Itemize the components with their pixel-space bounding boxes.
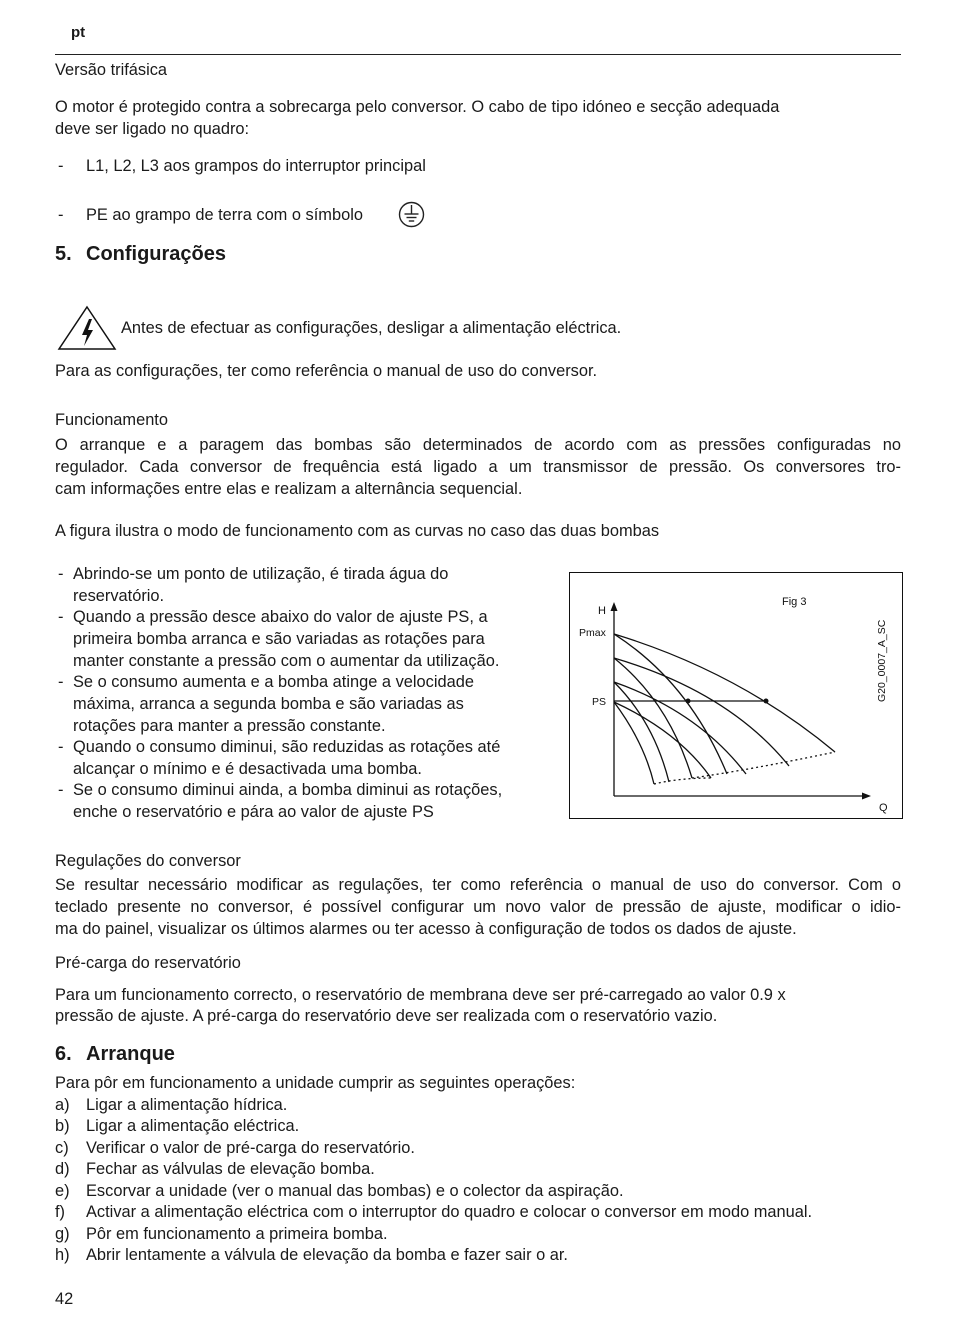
step-c: Verificar o valor de pré-carga do reservatório. [86, 1139, 415, 1157]
figure-code: G20_0007_A_SC [875, 619, 888, 702]
operation-para-line-3: cam informações entre elas e realizam a alternância sequencial. [55, 480, 523, 498]
bullet-4-line-2: alcançar o mínimo e é desactivada uma bomba. [73, 760, 422, 778]
threephase-para-line-1: O motor é protegido contra a sobrecarga pelo conversor. O cabo de tipo idóneo e secção adequada [55, 98, 780, 116]
bullet-3-line-1: Se o consumo aumenta e a bomba atinge a velocidade [73, 673, 474, 691]
operating-point-2 [763, 698, 768, 703]
list-item-pe: PE ao grampo de terra com o símbolo [86, 206, 363, 224]
section-5-number: 5. [55, 243, 72, 265]
regulation-para-line-3: ma do painel, visualizar os últimos alarmes ou ter acesso à configuração de todos os dados de ajuste. [55, 920, 797, 938]
step-f: Activar a alimentação eléctrica com o interruptor do quadro e colocar o conversor em modo manual. [86, 1203, 813, 1221]
figure-intro: A figura ilustra o modo de funcionamento com as curvas no caso das duas bombas [55, 522, 660, 540]
pump-curve-diagram [569, 572, 903, 819]
step-letter: a) [55, 1096, 70, 1114]
step-letter: h) [55, 1246, 70, 1264]
bullet-3-line-2: máxima, arranca a segunda bomba e são variadas as [73, 695, 464, 713]
operation-para-line-1: O arranque e a paragem das bombas são determinados de acordo com as pressões configuradas no [55, 436, 901, 454]
step-letter: d) [55, 1160, 70, 1178]
precharge-heading: Pré-carga do reservatório [55, 954, 241, 972]
bullet-2-line-1: Quando a pressão desce abaixo do valor de ajuste PS, a [73, 608, 488, 626]
step-d: Fechar as válvulas de elevação bomba. [86, 1160, 375, 1178]
step-letter: f) [55, 1203, 66, 1221]
earth-ground-icon [398, 201, 425, 228]
axis-h-label: H [597, 604, 606, 617]
operation-para-line-2: regulador. Cada conversor de frequência está ligado a um transmissor de pressão. Os conversores tro- [55, 458, 901, 476]
step-g: Pôr em funcionamento a primeira bomba. [86, 1225, 388, 1243]
bullet-1-line-1: Abrindo-se um ponto de utilização, é tirada água do [73, 565, 449, 583]
step-b: Ligar a alimentação eléctrica. [86, 1117, 300, 1135]
axis-q-label: Q [878, 801, 888, 814]
bullet-2-line-3: manter constante a pressão com o aumentar da utilização. [73, 652, 500, 670]
regulation-para-line-1: Se resultar necessário modificar as regulações, ter como referência o manual de uso do conversor. Com o [55, 876, 901, 894]
pmax-label: Pmax [578, 626, 606, 639]
language-code: pt [71, 24, 86, 41]
list-dash: - [58, 206, 64, 224]
high-voltage-warning-icon [57, 305, 117, 351]
bullet-4-line-1: Quando o consumo diminui, são reduzidas as rotações até [73, 738, 501, 756]
ps-label: PS [591, 695, 606, 708]
page-number: 42 [55, 1290, 74, 1308]
bullet-3-line-3: rotações para manter a pressão constante. [73, 717, 386, 735]
threephase-heading: Versão trifásica [55, 61, 168, 79]
step-letter: e) [55, 1182, 70, 1200]
bullet-dash: - [58, 781, 64, 799]
list-dash: - [58, 157, 64, 175]
bullet-2-line-2: primeira bomba arranca e são variadas as rotações para [73, 630, 485, 648]
step-letter: g) [55, 1225, 70, 1243]
figure-label: Fig 3 [781, 595, 806, 608]
bullet-1-line-2: reservatório. [73, 587, 165, 605]
bullet-dash: - [58, 608, 64, 626]
step-a: Ligar a alimentação hídrica. [86, 1096, 288, 1114]
bullet-dash: - [58, 673, 64, 691]
step-h: Abrir lentamente a válvula de elevação da bomba e fazer sair o ar. [86, 1246, 568, 1264]
section-6-number: 6. [55, 1043, 72, 1065]
reference-note: Para as configurações, ter como referência o manual de uso do conversor. [55, 362, 598, 380]
figure-3-frame [569, 572, 903, 819]
operating-point-1 [685, 698, 690, 703]
regulation-heading: Regulações do conversor [55, 852, 241, 870]
section-6-title: Arranque [86, 1043, 175, 1065]
bullet-dash: - [58, 565, 64, 583]
bullet-dash: - [58, 738, 64, 756]
regulation-para-line-2: teclado presente no conversor, é possível configurar um novo valor de pressão de ajuste, modificar o idio- [55, 898, 901, 916]
precharge-para-line-2: pressão de ajuste. A pré-carga do reservatório deve ser realizada com o reservatório vazio. [55, 1007, 718, 1025]
step-letter: c) [55, 1139, 69, 1157]
bullet-5-line-2: enche o reservatório e pára ao valor de ajuste PS [73, 803, 434, 821]
step-letter: b) [55, 1117, 70, 1135]
section-5-title: Configurações [86, 243, 227, 265]
threephase-para-line-2: deve ser ligado no quadro: [55, 120, 250, 138]
precharge-para-line-1: Para um funcionamento correcto, o reservatório de membrana deve ser pré-carregado ao valor 0.9 x [55, 986, 786, 1004]
startup-intro: Para pôr em funcionamento a unidade cumprir as seguintes operações: [55, 1074, 576, 1092]
list-item-l1l2l3: L1, L2, L3 aos grampos do interruptor principal [86, 157, 426, 175]
warning-text: Antes de efectuar as configurações, desligar a alimentação eléctrica. [121, 319, 622, 337]
step-e: Escorvar a unidade (ver o manual das bombas) e o colector da aspiração. [86, 1182, 624, 1200]
bullet-5-line-1: Se o consumo diminui ainda, a bomba diminui as rotações, [73, 781, 503, 799]
operation-heading: Funcionamento [55, 411, 168, 429]
header-divider [55, 54, 901, 55]
